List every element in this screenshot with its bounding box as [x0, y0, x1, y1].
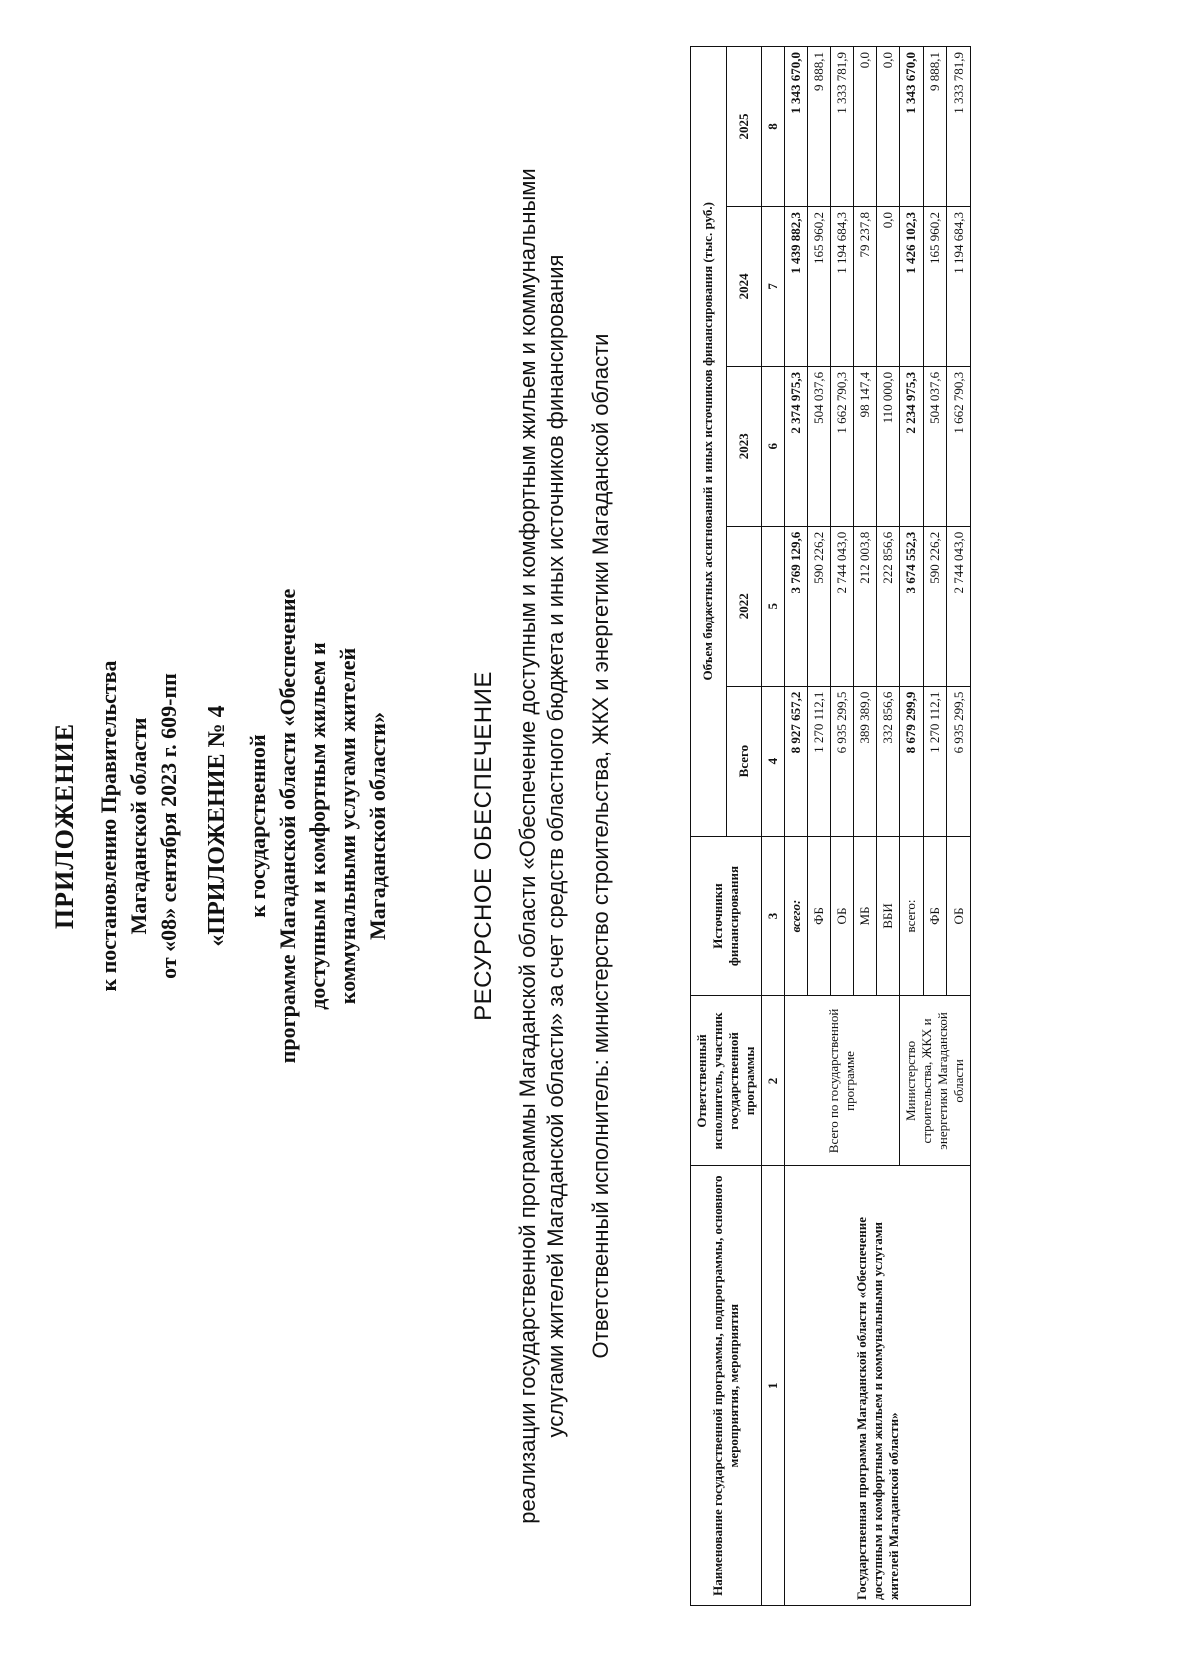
executor-ministry: Министерство строительства, ЖКХ и энергетики Магаданской области	[900, 996, 971, 1166]
value-2023: 1 662 790,3	[831, 366, 854, 526]
source-cell: ФБ	[808, 836, 831, 996]
value-2022: 590 226,2	[808, 526, 831, 686]
header-name: Наименование государственной программы, подпрограммы, основного мероприятия, мероприятия	[691, 1166, 762, 1606]
value-2024: 0,0	[877, 206, 900, 366]
source-cell: ОБ	[947, 836, 971, 996]
document-body-intro	[470, 86, 614, 1606]
value-total: 8 927 657,2	[785, 686, 808, 836]
value-2022: 590 226,2	[923, 526, 947, 686]
value-2024: 1 194 684,3	[831, 206, 854, 366]
appendix-line-5: Магаданской области»	[365, 712, 390, 940]
value-total: 6 935 299,5	[947, 686, 971, 836]
value-2022: 212 003,8	[854, 526, 877, 686]
value-2023: 98 147,4	[854, 366, 877, 526]
responsible-executor: Ответственный исполнитель: министерство строительства, ЖКХ и энергетики Магаданской области	[588, 333, 613, 1359]
resource-table	[690, 46, 971, 1606]
rotated-document-page	[30, 26, 1150, 1626]
source-cell: ВБИ	[877, 836, 900, 996]
header-2024: 2024	[726, 206, 762, 366]
appendix-line-2: программе Магаданской области «Обеспечение	[275, 588, 300, 1064]
source-cell: МБ	[854, 836, 877, 996]
col-number: 1	[762, 1166, 785, 1606]
value-2025: 1 343 670,0	[900, 47, 924, 207]
value-2025: 1 343 670,0	[785, 47, 808, 207]
appendix-line-4: коммунальными услугами жителей	[335, 647, 360, 1005]
table-row	[785, 47, 808, 1606]
value-total: 6 935 299,5	[831, 686, 854, 836]
value-2023: 110 000,0	[877, 366, 900, 526]
table-header-row	[691, 47, 727, 1606]
value-2022: 2 744 043,0	[947, 526, 971, 686]
header-2022: 2022	[726, 526, 762, 686]
value-2025: 1 333 781,9	[831, 47, 854, 207]
document-header	[50, 286, 393, 1366]
value-2025: 9 888,1	[923, 47, 947, 207]
appendix-line-1: к государственной	[245, 734, 270, 918]
value-2022: 222 856,6	[877, 526, 900, 686]
program-name: Государственная программа Магаданской области «Обеспечение доступным и комфортным жильем и коммунальными услугами жителей Магаданской области»	[785, 1166, 971, 1606]
value-2025: 0,0	[854, 47, 877, 207]
source-cell: ОБ	[831, 836, 854, 996]
header-2025: 2025	[726, 47, 762, 207]
value-total: 1 270 112,1	[808, 686, 831, 836]
value-2024: 165 960,2	[808, 206, 831, 366]
source-cell: ФБ	[923, 836, 947, 996]
section-description: реализации государственной программы Магаданской области «Обеспечение доступным и комфортным жильем и коммунальными услугами жителей Магаданской области» за счет средств областного бюджета и иных источников финансирования	[515, 168, 568, 1524]
value-2025: 1 333 781,9	[947, 47, 971, 207]
col-number: 5	[762, 526, 785, 686]
value-total: 1 270 112,1	[923, 686, 947, 836]
value-2024: 1 426 102,3	[900, 206, 924, 366]
value-2024: 1 194 684,3	[947, 206, 971, 366]
value-2022: 2 744 043,0	[831, 526, 854, 686]
value-2022: 3 674 552,3	[900, 526, 924, 686]
value-2025: 0,0	[877, 47, 900, 207]
header-executor: Ответственный исполнитель, участник государственной программы	[691, 996, 762, 1166]
appendix-title: «ПРИЛОЖЕНИЕ № 4	[204, 705, 230, 947]
value-2024: 1 439 882,3	[785, 206, 808, 366]
value-total: 389 389,0	[854, 686, 877, 836]
header-title: ПРИЛОЖЕНИЕ	[50, 722, 79, 930]
column-number-row	[762, 47, 785, 1606]
header-line-3: от «08» сентября 2023 г. 609-пп	[156, 673, 181, 979]
col-number: 6	[762, 366, 785, 526]
value-2023: 504 037,6	[923, 366, 947, 526]
source-cell: всего:	[785, 836, 808, 996]
col-number: 7	[762, 206, 785, 366]
source-cell: всего:	[900, 836, 924, 996]
value-2022: 3 769 129,6	[785, 526, 808, 686]
value-2024: 165 960,2	[923, 206, 947, 366]
value-2024: 79 237,8	[854, 206, 877, 366]
header-line-2: Магаданской области	[126, 717, 151, 935]
value-2025: 9 888,1	[808, 47, 831, 207]
value-2023: 1 662 790,3	[947, 366, 971, 526]
header-line-1: к постановлению Правительства	[96, 660, 121, 992]
appendix-line-3: доступным и комфортным жильем и	[305, 642, 330, 1010]
value-total: 8 679 299,9	[900, 686, 924, 836]
col-number: 3	[762, 836, 785, 996]
header-2023: 2023	[726, 366, 762, 526]
header-volume: Объем бюджетных ассигнований и иных источников финансирования (тыс. руб.)	[691, 47, 727, 837]
col-number: 4	[762, 686, 785, 836]
col-number: 8	[762, 47, 785, 207]
col-number: 2	[762, 996, 785, 1166]
header-sources: Источники финансирования	[691, 836, 762, 996]
value-2023: 504 037,6	[808, 366, 831, 526]
value-2023: 2 234 975,3	[900, 366, 924, 526]
value-2023: 2 374 975,3	[785, 366, 808, 526]
header-total: Всего	[726, 686, 762, 836]
section-title: РЕСУРСНОЕ ОБЕСПЕЧЕНИЕ	[470, 671, 497, 1021]
value-total: 332 856,6	[877, 686, 900, 836]
executor-total: Всего по государственной программе	[785, 996, 900, 1166]
